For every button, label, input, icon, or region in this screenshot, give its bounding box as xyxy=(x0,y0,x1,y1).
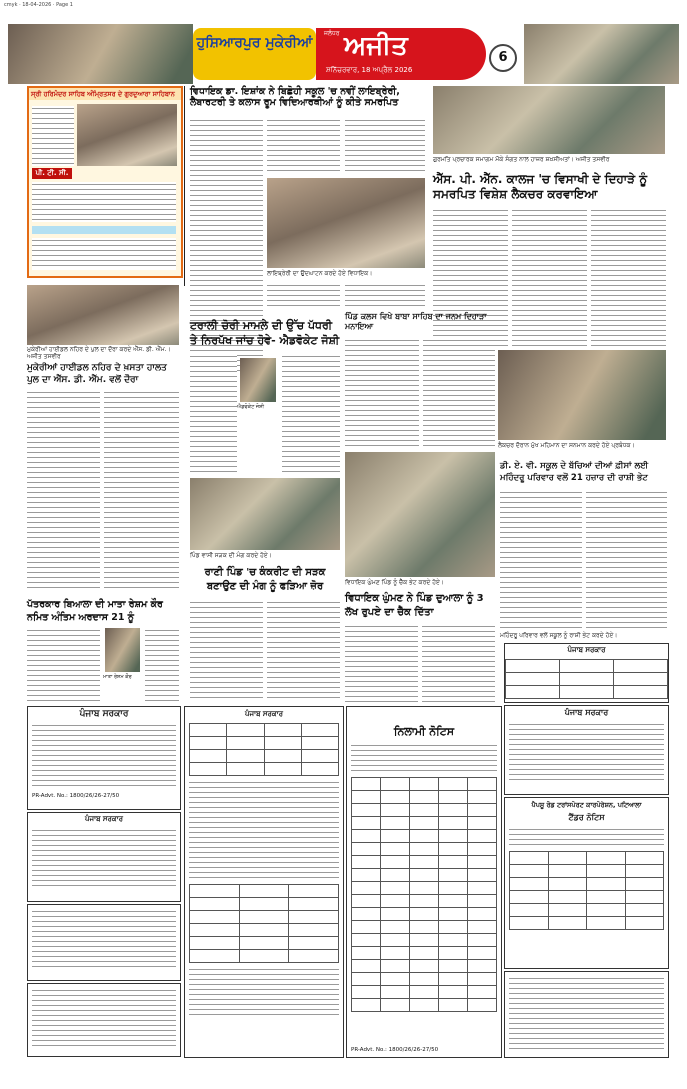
ad-center-title: ਪੰਜਾਬ ਸਰਕਾਰ xyxy=(244,710,283,718)
prtc-text xyxy=(509,827,664,847)
college-photo-caption: ਲੈਕਚਰ ਦੌਰਾਨ ਮੁੱਖ ਮਹਿਮਾਨ ਦਾ ਸਨਮਾਨ ਕਰਦੇ ਹੋਏ ਪ੍ਰਬੰਧਕ। xyxy=(498,442,635,449)
library-text-col2 xyxy=(267,118,340,173)
ad-right-1-title: ਪੰਜਾਬ ਸਰਕਾਰ xyxy=(567,646,606,654)
ptc-tag: ਪੀ. ਟੀ. ਸੀ. xyxy=(32,168,72,179)
hostel-text-col1 xyxy=(27,390,100,590)
ptc-text-c xyxy=(32,238,176,270)
rani-text-col1 xyxy=(190,600,263,700)
golden-temple-photo xyxy=(77,104,177,166)
headline-hostel: ਮੁਕੇਰੀਆਂ ਹਾਈਡਲ ਨਹਿਰ ਦੇ ਖ਼ਸਤਾ ਹਾਲਤ ਪੁਲ ਦਾ ਐੱਸ. ਡੀ. ਐੱਮ. ਵਲੋਂ ਦੌਰਾ xyxy=(27,363,167,385)
registration-strip: cmyk · 18-04-2026 · Page 1 xyxy=(4,2,73,8)
college-text-col2 xyxy=(512,208,587,348)
portrait-caption: ਐਡਵੋਕੇਟ ਜੋਸ਼ੀ xyxy=(237,404,264,410)
portrait-photo xyxy=(240,358,276,402)
ghuman-text-col2 xyxy=(422,624,495,704)
page-number: 6 xyxy=(489,44,517,72)
ghuman-text-col1 xyxy=(345,624,418,704)
dav-text-col1 xyxy=(500,490,582,630)
ad-4-text xyxy=(32,988,176,1048)
ad-right-3-text xyxy=(509,976,664,1050)
ad-punjab-govt-4 xyxy=(27,983,181,1057)
samagam-text-col1 xyxy=(345,338,419,448)
masthead-brand: ਅਜੀਤ xyxy=(344,31,408,61)
tender-text xyxy=(189,780,339,880)
ptc-strip xyxy=(32,226,176,234)
auction-text xyxy=(351,743,497,773)
masthead-brand-box xyxy=(316,28,486,80)
rani-text-col2 xyxy=(267,600,340,700)
library-text-col3b xyxy=(345,283,425,308)
ghuman-photo-caption: ਵਿਧਾਇਕ ਘੁੰਮਣ ਪਿੰਡ ਨੂੰ ਚੈੱਕ ਭੇਟ ਕਰਦੇ ਹੋਏ। xyxy=(345,579,444,586)
ghuman-photo xyxy=(345,452,495,577)
ad-right-1-table xyxy=(505,659,668,699)
ad-right-2-title: ਪੰਜਾਬ ਸਰਕਾਰ xyxy=(564,708,609,717)
headline-dav: ਡੀ. ਏ. ਵੀ. ਸਕੂਲ ਦੇ ਬੱਚਿਆਂ ਦੀਆਂ ਫ਼ੀਸਾਂ ਲਈ ਮਹਿੰਦਰੂ ਪਰਿਵਾਰ ਵਲੋਂ 21 ਹਜ਼ਾਰ ਦੀ ਰਾਸ਼ੀ ਭੇਟ xyxy=(500,461,649,483)
tractor-text-col1 xyxy=(190,354,237,474)
headline-library: ਵਿਧਾਇਕ ਡਾ. ਇਸ਼ਾਂਕ ਨੇ ਬਿਛੋਹੀ ਸਕੂਲ 'ਚ ਨਵੀਂ ਲਾਇਬ੍ਰੇਰੀ, ਲੈਬਾਰਟਰੀ ਤੇ ਕਲਾਸ ਰੂਮ ਵਿਦਿਆਰਥੀਆਂ ਨੂੰ ਕੀਤੇ ਸਮਰਪਿਤ xyxy=(190,86,400,108)
prtc-title: ਪੈਪਸੂ ਰੋਡ ਟਰਾਂਸਪੋਰਟ ਕਾਰਪੋਰੇਸ਼ਨ, ਪਟਿਆਲਾ xyxy=(531,801,642,809)
top-right-photo-caption: ਗੁਰਮਤਿ ਪ੍ਰਚਾਰਕ ਸਮਾਗਮ ਮੌਕੇ ਸੰਗਤ ਨਾਲ ਹਾਜ਼ਰ ਸ਼ਖ਼ਸੀਅਤਾਂ। ਅਜੀਤ ਤਸਵੀਰ xyxy=(433,156,610,163)
ad-right-2-text xyxy=(509,722,664,782)
ad-2-text xyxy=(32,828,176,888)
ad-right-3 xyxy=(504,971,669,1058)
tender-title: ਟੈਂਡਰ ਨੋਟਿਸ xyxy=(568,813,605,822)
masthead-left-photo xyxy=(8,24,193,84)
ptc-text-a xyxy=(32,106,74,166)
top-right-photo xyxy=(433,86,665,154)
auction-title: ਨਿਲਾਮੀ ਨੋਟਿਸ xyxy=(393,725,455,738)
ad-prtc xyxy=(504,797,669,969)
village-photo-caption: ਪਿੰਡ ਵਾਸੀ ਸੜਕ ਦੀ ਮੰਗ ਕਰਦੇ ਹੋਏ। xyxy=(190,552,272,559)
library-photo xyxy=(267,178,425,268)
headline-obituary: ਪੱਤਰਕਾਰ ਬਿਆਲਾ ਦੀ ਮਾਤਾ ਰੇਸ਼ਮ ਕੌਰ ਨਮਿਤ ਅੰਤਿਮ ਅਰਦਾਸ 21 ਨੂੰ xyxy=(27,599,163,623)
masthead-right-photo xyxy=(524,24,679,84)
masthead-title-box xyxy=(193,28,316,80)
tender-table xyxy=(189,723,339,776)
ad-center-tender xyxy=(184,706,344,1058)
village-photo xyxy=(190,478,340,550)
masthead-date: ਸ਼ਨਿੱਚਰਵਾਰ, 18 ਅਪ੍ਰੈਲ 2026 xyxy=(326,66,413,74)
headline-rani-pind: ਰਾਣੀ ਪਿੰਡ 'ਚ ਕੰਕਰੀਟ ਦੀ ਸੜਕ ਬਣਾਉਣ ਦੀ ਮੰਗ ਨੂੰ ਫੜਿਆ ਜ਼ੋਰ xyxy=(204,567,326,592)
ad-punjab-govt-3 xyxy=(27,904,181,981)
obit-text-col1 xyxy=(27,628,100,703)
library-text-col3 xyxy=(345,118,425,173)
dav-photo-caption: ਮਹਿੰਦਰੂ ਪਰਿਵਾਰ ਵਲੋਂ ਸਕੂਲ ਨੂੰ ਰਾਸ਼ੀ ਭੇਟ ਕਰਦੇ ਹੋਏ। xyxy=(500,632,618,639)
ad-punjab-govt-2 xyxy=(27,812,181,902)
library-photo-caption: ਲਾਇਬ੍ਰੇਰੀ ਦਾ ਉਦਘਾਟਨ ਕਰਦੇ ਹੋਏ ਵਿਧਾਇਕ। xyxy=(267,270,373,277)
auction-pr: PR-Advt. No.: 1800/26/26-27/50 xyxy=(351,1046,439,1053)
ad-punjab-govt-1-title: ਪੰਜਾਬ ਸਰਕਾਰ xyxy=(79,709,129,719)
masthead-brand-sub: ਜਲੰਧਰ xyxy=(324,30,340,37)
ad-1-text xyxy=(32,723,176,789)
masthead-title: ਹੁਸ਼ਿਆਰਪੁਰ ਮੁਕੇਰੀਆਂ xyxy=(196,35,313,51)
tender-text-2 xyxy=(189,967,339,1017)
ad-punjab-govt-2-title: ਪੰਜਾਬ ਸਰਕਾਰ xyxy=(84,815,123,823)
obit-photo-caption: ਮਾਤਾ ਰੇਸ਼ਮ ਕੌਰ xyxy=(103,674,132,680)
ptc-box xyxy=(27,86,183,278)
ptc-banner: ਸ੍ਰੀ ਹਰਿਮੰਦਰ ਸਾਹਿਬ ਅੰਮ੍ਰਿਤਸਰ ਦੇ ਗੁਰਦੁਆਰਾ ਸਾਹਿਬਾਨ xyxy=(29,88,181,100)
obit-photo xyxy=(105,628,140,672)
college-text-col3 xyxy=(591,208,666,348)
ad-punjab-govt-1 xyxy=(27,706,181,810)
tender-table-2 xyxy=(189,884,339,963)
dav-text-col2 xyxy=(586,490,667,630)
samagam-text-col2 xyxy=(423,338,495,448)
obit-text-col2 xyxy=(145,628,179,703)
hostel-text-col2 xyxy=(104,390,179,590)
ad-right-2 xyxy=(504,705,669,795)
headline-sbn-college: ਐੱਸ. ਪੀ. ਐੱਨ. ਕਾਲਜ 'ਚ ਵਿਸਾਖੀ ਦੇ ਦਿਹਾੜੇ ਨੂੰ ਸਮਰਪਿਤ ਵਿਸ਼ੇਸ਼ ਲੈਕਚਰ ਕਰਵਾਇਆ xyxy=(433,172,648,201)
ad-right-1 xyxy=(504,643,669,703)
prtc-table xyxy=(509,851,664,930)
tractor-text-col2 xyxy=(282,354,340,474)
library-text-col2b xyxy=(267,283,340,308)
auction-table xyxy=(351,777,497,1012)
ptc-text-b xyxy=(32,182,176,222)
ad-3-text xyxy=(32,909,176,971)
ad-1-pr: PR-Advt. No.: 1800/26/26-27/50 xyxy=(32,793,120,799)
bottom-left-photo xyxy=(27,285,179,345)
ad-auction xyxy=(346,706,502,1058)
headline-tractor: ਟਰਾਲੀ ਚੋਰੀ ਮਾਮਲੇ ਦੀ ਉੱਚ ਪੱਧਰੀ ਤੇ ਨਿਰਪੱਖ ਜਾਂਚ ਹੋਵੇ- ਐਡਵੋਕੇਟ ਜੋਸ਼ੀ xyxy=(190,319,340,347)
bottom-left-photo-caption: ਮੁਕੇਰੀਆਂ ਹਾਈਡਲ ਨਹਿਰ ਦੇ ਪੁਲ ਦਾ ਦੌਰਾ ਕਰਦੇ ਐੱਸ. ਡੀ. ਐੱਮ.। ਅਜੀਤ ਤਸਵੀਰ xyxy=(27,346,171,360)
college-photo xyxy=(498,350,666,440)
col-rule xyxy=(184,86,185,286)
headline-village-samagam: ਪਿੰਡ ਕਲਸ ਵਿਖੇ ਬਾਬਾ ਸਾਹਿਬ ਦਾ ਜਨਮ ਦਿਹਾੜਾ ਮਨਾਇਆ xyxy=(345,312,487,331)
headline-ghuman: ਵਿਧਾਇਕ ਘੁੰਮਣ ਨੇ ਪਿੰਡ ਦੁਆਲਾ ਨੂੰ 3 ਲੱਖ ਰੁਪਏ ਦਾ ਚੈੱਕ ਦਿੱਤਾ xyxy=(345,593,484,618)
